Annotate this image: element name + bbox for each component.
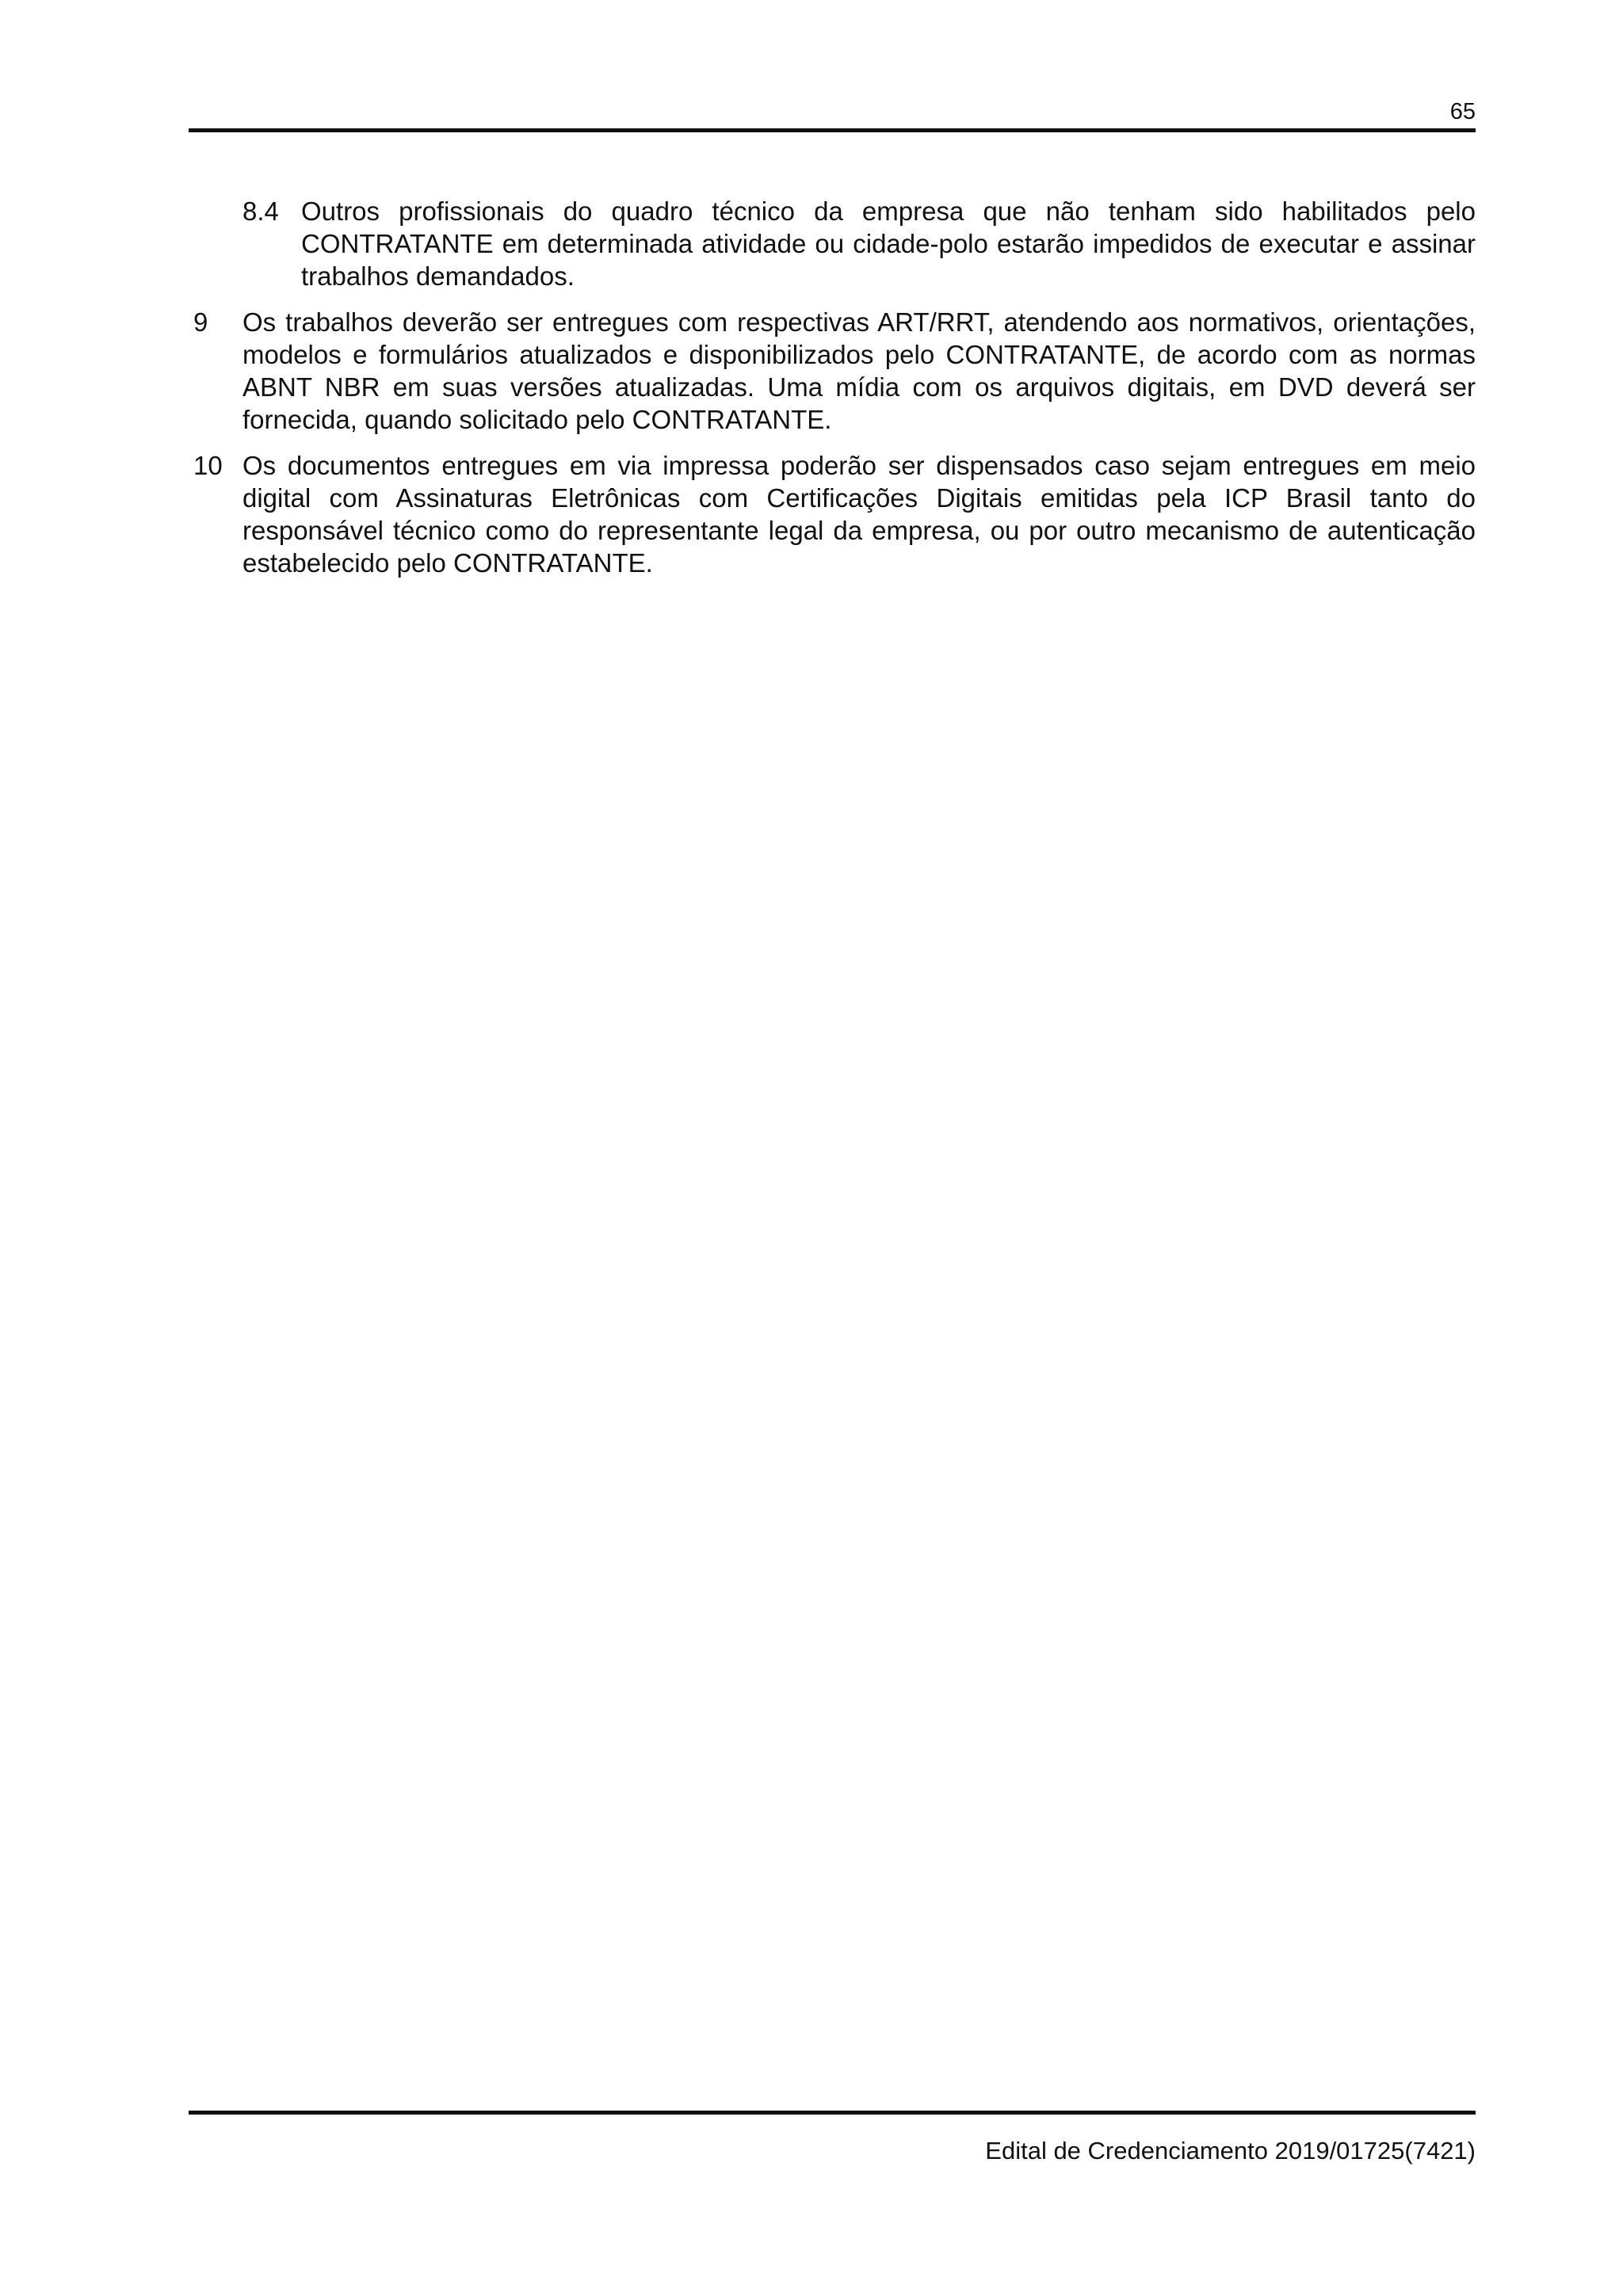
clause-9 xyxy=(193,306,1476,436)
clause-8-4 xyxy=(242,195,1476,292)
clause-text: Os documentos entregues em via impressa poderão ser dispensados caso sejam entregues em meio digital com Assinaturas Eletrônicas com Certificações Digitais emitidas pela ICP Brasil tanto do responsável técnico como do representante legal da empresa, ou por outro mecanismo de autenticação estabelecido pelo CONTRATANTE. xyxy=(242,451,1476,578)
clause-text: Outros profissionais do quadro técnico da empresa que não tenham sido habilitados pelo CONTRATANTE em determinada atividade ou cidade-polo estarão impedidos de executar e assinar trabalhos demandados. xyxy=(301,196,1476,291)
clause-number: 9 xyxy=(193,307,208,337)
footer-rule xyxy=(189,2111,1476,2115)
clause-number: 8.4 xyxy=(242,196,279,226)
footer-text: Edital de Credenciamento 2019/01725(7421) xyxy=(985,2137,1476,2164)
header-rule xyxy=(189,128,1476,132)
page-number: 65 xyxy=(1449,99,1476,124)
clause-text: Os trabalhos deverão ser entregues com respectivas ART/RRT, atendendo aos normativos, orientações, modelos e formulários atualizados e disponibilizados pelo CONTRATANTE, de acordo com as normas ABNT NBR em suas versões atualizadas. Uma mídia com os arquivos digitais, em DVD deverá ser fornecida, quando solicitado pelo CONTRATANTE. xyxy=(242,307,1476,434)
clause-10 xyxy=(193,449,1476,579)
clause-number: 10 xyxy=(193,451,223,480)
